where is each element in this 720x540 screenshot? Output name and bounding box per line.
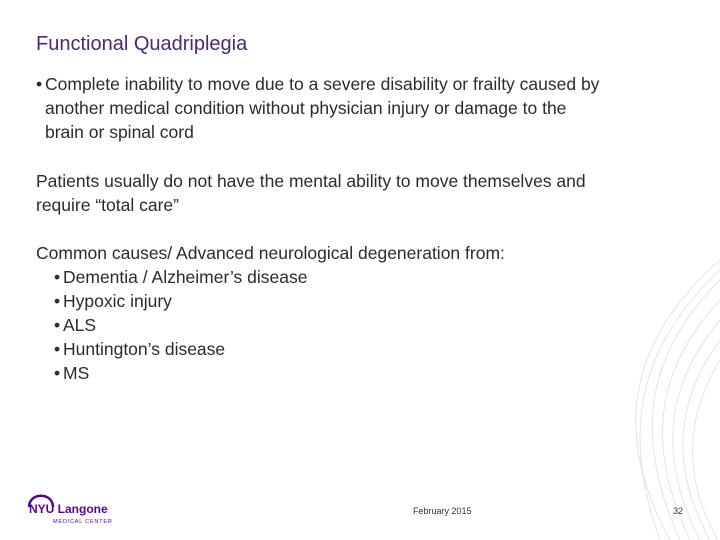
- list-item: • Hypoxic injury: [54, 291, 172, 311]
- slide-title: Functional Quadriplegia: [36, 33, 248, 55]
- bullet-marker: •: [54, 339, 61, 359]
- paragraph-line: Patients usually do not have the mental ability to move themselves and: [36, 171, 586, 191]
- list-item: • MS: [54, 363, 90, 383]
- bullet-marker: •: [54, 315, 61, 335]
- list-item: • ALS: [54, 315, 97, 335]
- page-number: 32: [673, 506, 684, 516]
- bullet-marker: •: [54, 363, 61, 383]
- bullet-marker: •: [54, 291, 61, 311]
- list-item: • Dementia / Alzheimer’s disease: [54, 267, 308, 287]
- bullet-line: Complete inability to move due to a severe disability or frailty caused by: [45, 74, 600, 94]
- bullet-marker: •: [36, 74, 43, 94]
- list-item: • Huntington’s disease: [54, 339, 226, 359]
- common-causes-section: [36, 241, 706, 385]
- nyu-langone-logo: [26, 487, 126, 529]
- bullet-line: brain or spinal cord: [45, 122, 194, 142]
- paragraph-total-care: [36, 169, 706, 217]
- footer-date: February 2015: [413, 506, 472, 516]
- logo-wordmark: NYU Langone: [29, 502, 108, 516]
- causes-list: [36, 265, 706, 385]
- bullet-line: another medical condition without physician injury or damage to the: [45, 98, 567, 118]
- bullet-marker: •: [54, 267, 61, 287]
- logo-subtitle: MEDICAL CENTER: [53, 519, 113, 525]
- common-causes-heading: Common causes/ Advanced neurological degeneration from:: [36, 243, 505, 263]
- bullet-complete-inability: [36, 72, 696, 144]
- paragraph-line: require “total care”: [36, 195, 179, 215]
